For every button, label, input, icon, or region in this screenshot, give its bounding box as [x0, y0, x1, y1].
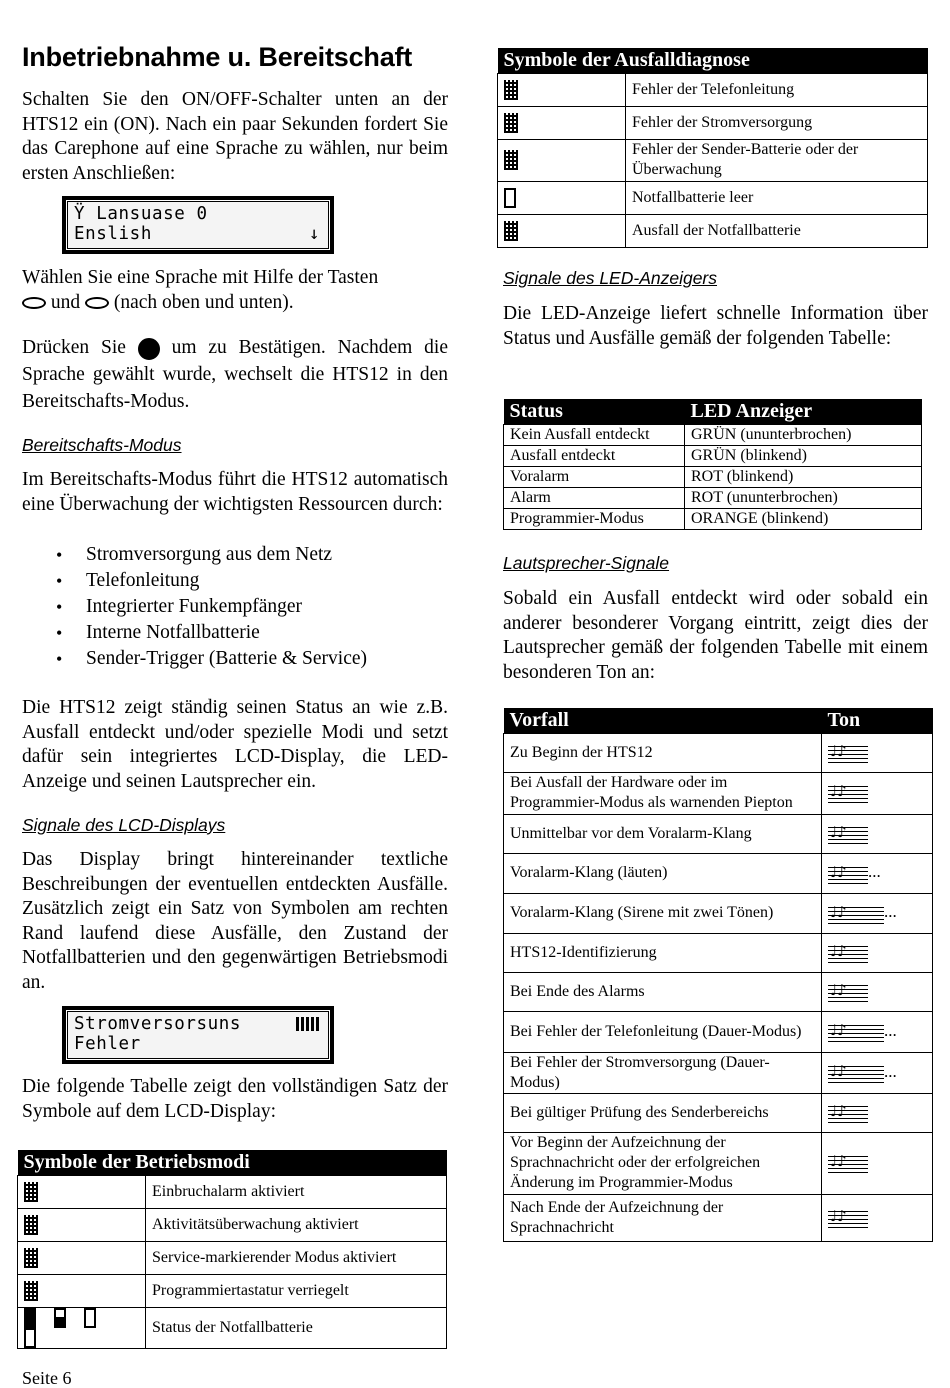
emergency-battery-failure-icon	[504, 221, 518, 241]
lcd-line-2: Enslish ↓	[74, 224, 320, 244]
table-row: Vor Beginn der Aufzeichnung der Sprachnachricht oder der erfolgreichen Änderung im Programmier-Modus ♩♪	[504, 1132, 933, 1194]
tone-notation-icon	[828, 783, 868, 803]
transmitter-battery-error-icon	[504, 150, 518, 170]
power-failure-icon	[296, 1017, 320, 1031]
table-row: Zu Beginn der HTS12 ♩♪	[504, 733, 933, 772]
table-row: Alarm ROT (ununterbrochen)	[504, 487, 922, 508]
modes-symbol-table	[17, 1150, 447, 1349]
down-key-icon	[85, 297, 109, 309]
battery-half-icon	[54, 1308, 66, 1328]
table-row: Einbruchalarm aktiviert	[18, 1175, 447, 1208]
page-title: Inbetriebnahme u. Bereitschaft	[22, 42, 413, 72]
lcd-line-2: Fehler	[74, 1034, 141, 1054]
tone-notation-icon	[828, 743, 868, 763]
tone-notation-icon	[828, 982, 868, 1002]
tone-notation-icon	[828, 1103, 868, 1123]
section-lcd-signals: Signale des LCD-Displays	[22, 815, 226, 835]
table-row: Voralarm-Klang (läuten) ♩♪ ...	[504, 853, 933, 893]
table-row: Kein Ausfall entdeckt GRÜN (ununterbrochen)	[504, 424, 922, 445]
table-row: Status der Notfallbatterie	[18, 1307, 447, 1349]
table-row: Voralarm ROT (blinkend)	[504, 466, 922, 487]
col-header-event: Vorfall	[504, 708, 822, 733]
speaker-paragraph: Sobald ein Ausfall entdeckt wird oder sobald ein anderer besonderer Vorgang eintritt, zeigt dies der Lautsprecher gemäß der folgenden Tabelle mit einem besonderen Ton an:	[503, 588, 928, 683]
lcd-line-1: Ϋ Lansuase 0	[74, 204, 208, 224]
led-paragraph: Die LED-Anzeige liefert schnelle Information über Status und Ausfälle gemäß der folgenden Tabelle:	[503, 303, 928, 349]
lcd-power-failure	[62, 1006, 334, 1064]
table-row: Bei gültiger Prüfung des Senderbereichs ♩♪	[504, 1093, 933, 1132]
table-row: Notfallbatterie leer	[498, 181, 928, 214]
tone-notation-icon	[828, 904, 884, 924]
col-header-led: LED Anzeiger	[685, 399, 922, 424]
section-standby: Bereitschafts-Modus	[22, 435, 182, 455]
table-row: HTS12-Identifizierung ♩♪	[504, 933, 933, 972]
activity-monitor-icon	[24, 1215, 38, 1235]
up-key-icon	[22, 297, 46, 309]
failure-symbol-table	[497, 48, 928, 248]
battery-empty-icon	[24, 1328, 36, 1348]
tone-notation-icon	[828, 1208, 868, 1228]
table-header: Symbole der Ausfalldiagnose	[498, 48, 928, 73]
led-table	[503, 399, 922, 530]
table-row: Programmiertastatur verriegelt	[18, 1274, 447, 1307]
lcd-language	[62, 196, 334, 254]
tone-notation-icon	[828, 1153, 868, 1173]
ok-key-icon	[138, 338, 160, 360]
col-header-tone: Ton	[822, 708, 933, 733]
tone-notation-icon	[828, 864, 868, 884]
table-row: Fehler der Sender-Batterie oder der Überwachung	[498, 139, 928, 181]
select-language-paragraph: Wählen Sie eine Sprache mit Hilfe der Tasten und (nach oben und unten).	[22, 267, 379, 313]
burglar-alarm-icon	[24, 1182, 38, 1202]
tone-notation-icon	[828, 824, 868, 844]
emergency-battery-empty-icon	[504, 188, 516, 208]
standby-paragraph: Im Bereitschafts-Modus führt die HTS12 automatisch eine Überwachung der wichtigsten Ressourcen durch:	[22, 469, 448, 515]
confirm-paragraph: Drücken Sie um zu Bestätigen. Nachdem die Sprache gewählt wurde, wechselt die HTS12 in den Bereitschafts-Modus.	[22, 337, 448, 412]
page-number: Seite 6	[22, 1368, 72, 1388]
list-item: • Integrierter Funkempfänger	[22, 594, 448, 620]
service-mode-icon	[24, 1248, 38, 1268]
resource-list	[22, 542, 448, 672]
display-paragraph: Das Display bringt hintereinander textliche Beschreibungen der eventuellen entdeckten Ausfälle. Zusätzlich zeigt ein Satz von Symbolen am rechten Rand laufend diese Ausfälle, den Zustand der Notfallbatterien und den gegenwärtigen Betriebsmodi an.	[22, 849, 448, 993]
phone-line-error-icon	[504, 80, 518, 100]
list-item: • Stromversorgung aus dem Netz	[22, 542, 448, 568]
tone-notation-icon	[828, 943, 868, 963]
table-row: Bei Fehler der Stromversorgung (Dauer-Modus) ♩♪...	[504, 1052, 933, 1093]
power-supply-error-icon	[504, 113, 518, 133]
status-paragraph: Die HTS12 zeigt ständig seinen Status an wie z.B. Ausfall entdeckt und/oder spezielle Modi und setzt dafür sein integriertes LCD-Display, die LED-Anzeige und seinen Lautsprecher ein.	[22, 697, 448, 792]
tone-notation-icon	[828, 1063, 884, 1083]
list-item: • Sender-Trigger (Batterie & Service)	[22, 646, 448, 672]
section-speaker-signals: Lautsprecher-Signale	[503, 553, 670, 573]
table-row: Programmier-Modus ORANGE (blinkend)	[504, 508, 922, 529]
list-item: • Telefonleitung	[22, 568, 448, 594]
symbols-intro-paragraph: Die folgende Tabelle zeigt den vollständigen Satz der Symbole auf dem LCD-Display:	[22, 1076, 448, 1122]
speaker-table	[503, 708, 933, 1242]
intro-paragraph: Schalten Sie den ON/OFF-Schalter unten an der HTS12 ein (ON). Nach ein paar Sekunden fordert Sie das Carephone auf eine Sprache zu wählen, nur beim ersten Anschließen:	[22, 89, 448, 184]
table-row: Nach Ende der Aufzeichnung der Sprachnachricht ♩♪	[504, 1194, 933, 1241]
table-row: Bei Ende des Alarms ♩♪	[504, 972, 933, 1011]
table-row: Fehler der Telefonleitung	[498, 73, 928, 106]
table-row: Service-markierender Modus aktiviert	[18, 1241, 447, 1274]
table-row: Unmittelbar vor dem Voralarm-Klang ♩♪	[504, 814, 933, 853]
arrow-down-icon: ↓	[308, 224, 320, 244]
list-item: • Interne Notfallbatterie	[22, 620, 448, 646]
table-row: Ausfall entdeckt GRÜN (blinkend)	[504, 445, 922, 466]
table-row: Aktivitätsüberwachung aktiviert	[18, 1208, 447, 1241]
battery-low-icon	[84, 1308, 96, 1328]
table-row: Bei Fehler der Telefonleitung (Dauer-Modus) ♩♪ ...	[504, 1011, 933, 1052]
tone-notation-icon	[828, 1022, 884, 1042]
table-header: Symbole der Betriebsmodi	[18, 1150, 447, 1175]
battery-full-icon	[24, 1308, 36, 1328]
table-row: Voralarm-Klang (Sirene mit zwei Tönen) ♩♪ ...	[504, 893, 933, 933]
table-row: Bei Ausfall der Hardware oder im Programmier-Modus als warnenden Piepton ♩♪	[504, 772, 933, 814]
table-row: Fehler der Stromversorgung	[498, 106, 928, 139]
table-row: Ausfall der Notfallbatterie	[498, 214, 928, 247]
lcd-line-1: Stromversorsuns	[74, 1014, 322, 1034]
col-header-status: Status	[504, 399, 685, 424]
keyboard-lock-icon	[24, 1281, 38, 1301]
section-led-signals: Signale des LED-Anzeigers	[503, 268, 718, 288]
